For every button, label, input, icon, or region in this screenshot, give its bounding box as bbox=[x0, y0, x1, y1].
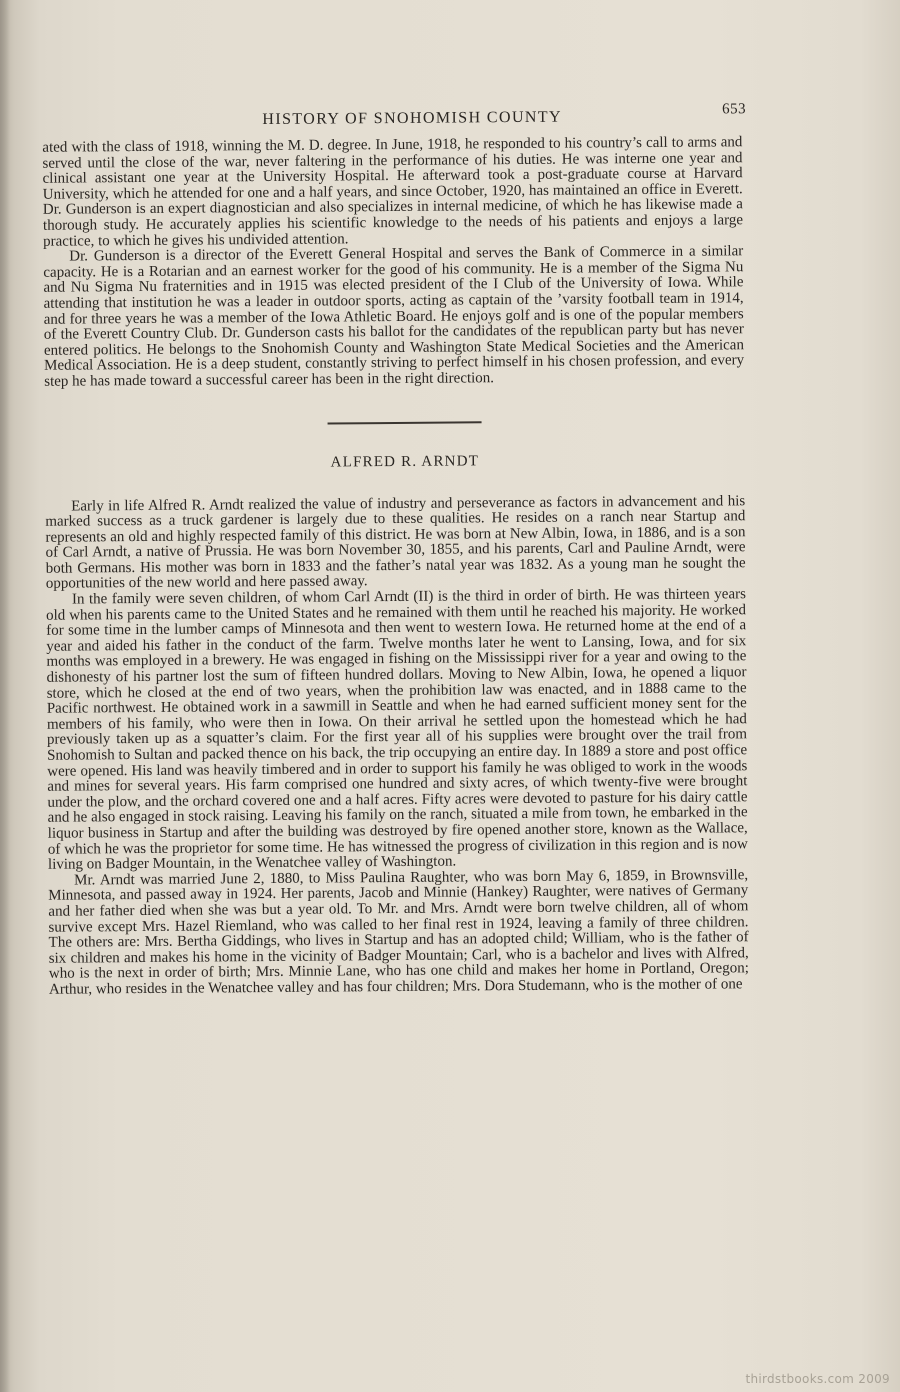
binding-shadow bbox=[0, 0, 10, 1392]
paragraph: Dr. Gunderson is a director of the Everett General Hospital and serves the Bank of Commerce in a similar capacity. He is a Rotarian and an earnest worker for the good of his community. He is a member of the Sigma Nu and Nu Sigma Nu fraternities and in 1915 was elected president of the I Club of the University of Iowa. While attending that institution he was a leader in outdoor sports, acting as captain of the ’varsity football team in 1914, and for three years he was a member of the Iowa Athletic Board. He enjoys golf and is one of the popular members of the Everett Country Club. Dr. Gunderson casts his ballot for the candidates of the republican party but has never entered politics. He belongs to the Snohomish County and Washington State Medical Societies and the American Medical Association. He is a deep student, constantly striving to perfect himself in his chosen profession, and every step he has made toward a successful career has been in the right direction. bbox=[43, 243, 745, 390]
paragraph: Mr. Arndt was married June 2, 1880, to Miss Paulina Raughter, who was born May 6, 1859, in Brownsville, Minnesota, and passed away in 1924. Her parents, Jacob and Minnie (Hankey) Raughter, were natives of Germany and her father died when she was but a year old. To Mr. and Mrs. Arndt were born twelve children, all of whom survive except Mrs. Hazel Riemland, who was called to her final rest in 1924, leaving a family of three children. The others are: Mrs. Bertha Giddings, who lives in Startup and has an adopted child; William, who is the father of six children and makes his home in the vicinity of Badger Mountain; Carl, who is a bachelor and lives with Alfred, who is the next in order of birth; Mrs. Minnie Lane, who has one child and makes her home in Portland, Oregon; Arthur, who resides in the Wenatchee valley and has four children; Mrs. Dora Studemann, who is the mother of one bbox=[48, 866, 749, 998]
page-number: 653 bbox=[722, 101, 747, 118]
book-page bbox=[42, 95, 751, 1300]
paragraph: ated with the class of 1918, winning the M. D. degree. In June, 1918, he responded to his country’s call to arms and served until the close of the war, never faltering in the performance of his duties. He was interne one year and clinical assistant one year at the University Hospital. He afterward took a post-graduate course at Harvard University, which he attended for one and a half years, and since October, 1920, has maintained an office in Everett. Dr. Gunderson is an expert diagnostician and also specializes in internal medicine, of which he has likewise made a thorough study. He accurately applies his scientific knowledge to the needs of his patients and enjoys a large practice, to which he gives his undivided attention. bbox=[42, 134, 744, 250]
paragraph: In the family were seven children, of whom Carl Arndt (II) is the third in order of birth. He was thirteen years old when his parents came to the United States and he remained with them until he reached his majority. He worked for some time in the lumber camps of Minnesota and then went to western Iowa. He returned home at the end of a year and aided his father in the conduct of the farm. Twelve months later he went to Lansing, Iowa, and for six months was employed in a brewery. He was engaged in fishing on the Mississippi river for a year and owing to the dishonesty of his partner lost the sum of fifteen hundred dollars. Moving to New Albin, Iowa, he opened a liquor store, which he closed at the end of two years, when the prohibition law was enacted, and in 1888 came to the Pacific northwest. He obtained work in a sawmill in Seattle and when he had earned sufficient money sent for the members of his family, who were then in Iowa. On their arrival he settled upon the homestead which he had previously taken up as a squatter’s claim. For the first year all of his supplies were brought over the trail from Snohomish to Sultan and packed thence on his back, the trip occupying an entire day. In 1889 a store and post office were opened. His land was heavily timbered and in order to support his family he was obliged to work in the woods and mines for several years. His farm comprised one hundred and sixty acres, of which twenty-five were brought under the plow, and the orchard covered one and a half acres. Fifty acres were devoted to pasture for his dairy cattle and he also engaged in stock raising. Leaving his family on the ranch, situated a mile from town, he embarked in the liquor business in Startup and after the building was destroyed by fire opened another store, known as the Wallace, of which he was the proprietor for some time. He has witnessed the progress of civilization in this region and is now living on Badger Mountain, in the Wenatchee valley of Washington. bbox=[45, 586, 748, 873]
section-title: ALFRED R. ARNDT bbox=[330, 452, 480, 470]
text-block-bottom bbox=[45, 494, 749, 998]
page-header bbox=[42, 95, 747, 140]
paragraph: Early in life Alfred R. Arndt realized the value of industry and perseverance as factors in advancement and his marked success as a truck gardener is largely due to these qualities. He resides on a ranch near Startup and represents an old and highly respected family of this district. He was born at New Albin, Iowa, in 1886, and is a son of Carl Arndt, a native of Prussia. He was born November 30, 1855, and his parents, Carl and Pauline Arndt, were both Germans. His mother was born in 1833 and the father’s natal year was 1832. As a young man he sought the opportunities of the new world and here passed away. bbox=[45, 492, 746, 593]
running-head: HISTORY OF SNOHOMISH COUNTY bbox=[262, 108, 563, 129]
section-divider bbox=[328, 421, 482, 424]
text-block-top bbox=[42, 135, 744, 390]
watermark: thirdstbooks.com 2009 bbox=[745, 1372, 890, 1386]
